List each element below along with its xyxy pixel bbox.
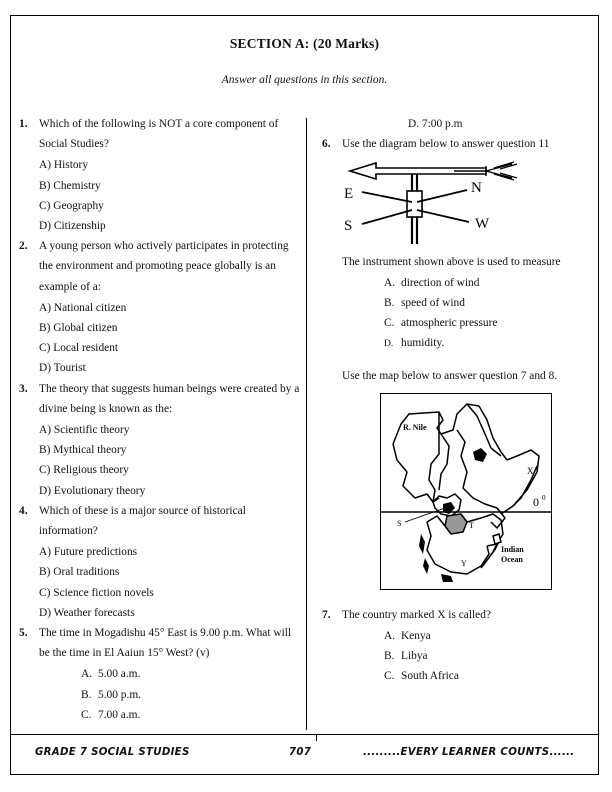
question-7-text: The country marked X is called? xyxy=(342,608,491,621)
map-label-s: S xyxy=(397,518,402,528)
footer-divider-tick xyxy=(316,734,317,741)
question-4 xyxy=(19,501,304,541)
compass-label-north: N xyxy=(471,180,482,197)
question-6-stem: The instrument shown above is used to measure xyxy=(342,256,561,269)
map-label-river-nile: R. Nile xyxy=(403,422,427,432)
question-3-option-b[interactable]: B) Mythical theory xyxy=(39,444,127,457)
question-3-option-d[interactable]: D) Evolutionary theory xyxy=(39,484,146,497)
question-1-text: Which of the following is NOT a core component of Social Studies? xyxy=(39,118,279,151)
question-2-option-c[interactable]: C) Local resident xyxy=(39,342,119,355)
question-6 xyxy=(322,134,598,154)
right-column xyxy=(314,114,598,686)
question-6-option-b[interactable] xyxy=(384,293,598,313)
left-column xyxy=(19,114,304,725)
question-4-option-d[interactable]: D) Weather forecasts xyxy=(39,606,135,619)
map-label-ocean: Ocean xyxy=(501,554,523,564)
question-3-text: The theory that suggests human beings were created by a divine being is known as the: xyxy=(39,382,300,415)
section-instruction: Answer all questions in this section. xyxy=(221,74,388,86)
question-6-number: 6. xyxy=(322,138,331,151)
map-label-indian: Indian xyxy=(501,544,524,554)
question-1-option-c[interactable]: C) Geography xyxy=(39,199,104,212)
question-5-option-b-label: B. xyxy=(81,688,92,701)
question-7 xyxy=(322,605,598,625)
section-title: SECTION A: (20 Marks) xyxy=(229,36,380,51)
question-6-option-d-text: humidity. xyxy=(401,337,445,350)
question-5-option-c-text: 7.00 a.m. xyxy=(98,708,141,721)
map-label-x: X xyxy=(527,465,534,476)
exam-page xyxy=(10,15,599,775)
wind-vane-diagram xyxy=(336,158,586,250)
question-5-option-a-label: A. xyxy=(81,668,93,681)
question-3-number: 3. xyxy=(19,382,28,395)
question-2-number: 2. xyxy=(19,240,28,253)
map-label-t: T xyxy=(469,520,474,530)
question-3-option-c[interactable]: C) Religious theory xyxy=(39,464,129,477)
footer-subject: GRADE 7 SOCIAL STUDIES xyxy=(35,747,190,758)
question-2-option-a[interactable]: A) National citizen xyxy=(39,301,127,314)
question-5-text: The time in Mogadishu 45° East is 9.00 p.m. What will be the time in El Aaiun 15° West? (v) xyxy=(39,627,292,660)
question-7-option-a[interactable] xyxy=(384,626,598,646)
page-footer xyxy=(11,734,598,774)
question-7-option-a-label: A. xyxy=(384,629,396,642)
question-4-number: 4. xyxy=(19,504,28,517)
question-6-option-c-text: atmospheric pressure xyxy=(401,317,498,330)
question-2-option-b[interactable]: B) Global citizen xyxy=(39,322,118,335)
question-7-option-b-text: Libya xyxy=(401,650,428,663)
question-7-option-a-text: Kenya xyxy=(401,629,431,642)
question-4-option-c[interactable]: C) Science fiction novels xyxy=(39,586,154,599)
question-7-option-b[interactable] xyxy=(384,646,598,666)
compass-label-south: S xyxy=(344,218,353,235)
question-3 xyxy=(19,379,304,419)
question-2 xyxy=(19,236,304,297)
compass-label-east: E xyxy=(344,186,354,203)
question-3-option-a[interactable]: A) Scientific theory xyxy=(39,424,130,437)
map-figure xyxy=(322,393,598,605)
question-1-option-a[interactable]: A) History xyxy=(39,159,89,172)
question-7-number: 7. xyxy=(322,608,331,621)
compass-label-west: W xyxy=(475,216,490,233)
question-4-text: Which of these is a major source of historical information? xyxy=(39,504,246,538)
two-column-body xyxy=(11,114,598,736)
question-6-option-b-text: speed of wind xyxy=(401,296,465,309)
question-6-option-a-label: A. xyxy=(384,276,396,289)
question-6-option-c-label: C. xyxy=(384,317,395,330)
question-5-option-d[interactable]: D. 7:00 p.m xyxy=(408,118,463,130)
question-5-option-b[interactable] xyxy=(81,685,304,705)
column-divider xyxy=(306,118,307,730)
footer-slogan: .........EVERY LEARNER COUNTS...... xyxy=(363,747,575,758)
question-6-option-b-label: B. xyxy=(384,296,395,309)
map-label-equator: 0 xyxy=(533,494,539,509)
question-5-option-a[interactable] xyxy=(81,664,304,684)
east-africa-map xyxy=(380,393,552,590)
question-7-option-c-text: South Africa xyxy=(401,670,459,683)
question-5-option-a-text: 5.00 a.m. xyxy=(98,668,141,681)
question-2-option-d[interactable]: D) Tourist xyxy=(39,362,86,375)
question-5-option-c[interactable] xyxy=(81,705,304,725)
question-4-option-b[interactable]: B) Oral traditions xyxy=(39,566,120,579)
wind-vane-figure xyxy=(322,158,598,250)
map-label-equator-degree: 0 xyxy=(542,493,546,502)
question-7-option-c[interactable] xyxy=(384,666,598,686)
question-1 xyxy=(19,114,304,154)
question-1-option-d[interactable]: D) Citizenship xyxy=(39,220,106,233)
question-2-text: A young person who actively participates in protecting the environment and promoting peace globally is an example of a: xyxy=(39,240,289,293)
footer-page-number: 707 xyxy=(289,747,312,758)
question-7-option-c-label: C. xyxy=(384,670,395,683)
question-6-text: Use the diagram below to answer question 11 xyxy=(342,138,550,151)
map-label-y: Y xyxy=(461,558,467,568)
question-5-number: 5. xyxy=(19,627,28,640)
question-6-option-d[interactable] xyxy=(384,333,598,354)
question-6-option-a[interactable] xyxy=(384,273,598,293)
question-4-option-a[interactable]: A) Future predictions xyxy=(39,546,138,559)
question-5-option-c-label: C. xyxy=(81,708,92,721)
question-6-option-a-text: direction of wind xyxy=(401,276,480,289)
question-7-option-b-label: B. xyxy=(384,650,395,663)
question-5 xyxy=(19,623,304,663)
question-6-option-d-label: D. xyxy=(384,338,394,350)
question-1-number: 1. xyxy=(19,118,28,130)
question-5-option-b-text: 5.00 p.m. xyxy=(98,688,142,701)
question-6-option-c[interactable] xyxy=(384,313,598,333)
map-instruction: Use the map below to answer question 7 and 8. xyxy=(342,370,558,383)
question-1-option-b[interactable]: B) Chemistry xyxy=(39,179,101,192)
